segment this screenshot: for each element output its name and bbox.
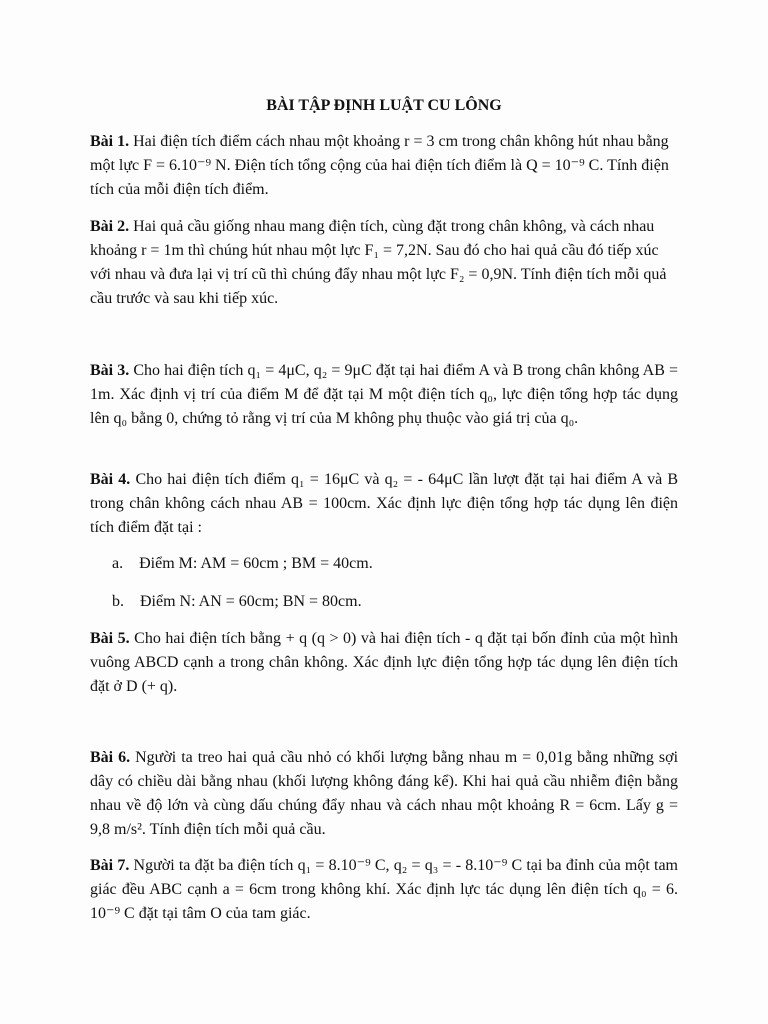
problem-2-label: Bài 2.: [90, 218, 130, 235]
problem-3-text: Cho hai điện tích q₁ = 4μC, q₂ = 9μC đặt tại hai điểm A và B trong chân không AB = 1m. Xác định vị trí của điểm M để đặt tại M một điện tích q₀, lực điện tổng hợp tác dụng lên q₀ bằng 0, chứng tỏ rằng vị trí của M không phụ thuộc vào giá trị của q₀.: [90, 362, 679, 427]
problem-1-label: Bài 1.: [90, 133, 130, 150]
item-b-label: b.: [112, 593, 124, 610]
problem-4-item-a: [112, 552, 672, 576]
problem-2: [90, 215, 678, 311]
problem-3: [90, 359, 678, 431]
problem-1: [90, 130, 678, 202]
problem-4-item-b: [112, 590, 672, 614]
problem-6-text: Người ta treo hai quả cầu nhỏ có khối lượng bằng nhau m = 0,01g bằng những sợi dây có chiều dài bằng nhau (khối lượng không đáng kể). Khi hai quả cầu nhiễm điện bằng nhau về độ lớn và cùng dấu chúng đẩy nhau và cách nhau một khoảng R = 6cm. Lấy g = 9,8 m/s². Tính điện tích mỗi quả cầu.: [90, 749, 679, 838]
item-a-label: a.: [112, 555, 124, 572]
problem-4-label: Bài 4.: [90, 471, 131, 488]
item-a-text: Điểm M: AM = 60cm ; BM = 40cm.: [139, 555, 373, 572]
problem-4: [90, 468, 678, 540]
item-b-text: Điểm N: AN = 60cm; BN = 80cm.: [140, 593, 362, 610]
problem-7-label: Bài 7.: [90, 857, 130, 874]
problem-4-text: Cho hai điện tích điểm q₁ = 16μC và q₂ = - 64μC lần lượt đặt tại hai điểm A và B trong chân không cách nhau AB = 100cm. Xác định lực điện tổng hợp tác dụng lên điện tích điểm đặt tại :: [90, 471, 679, 536]
problem-3-label: Bài 3.: [90, 362, 130, 379]
problem-6-label: Bài 6.: [90, 749, 131, 766]
page-title: BÀI TẬP ĐỊNH LUẬT CU LÔNG: [266, 97, 502, 114]
problem-1-text: Hai điện tích điểm cách nhau một khoảng r = 3 cm trong chân không hút nhau bằng một lực F = 6.10⁻⁹ N. Điện tích tổng cộng của hai điện tích điểm là Q = 10⁻⁹ C. Tính điện tích của mỗi điện tích điểm.: [90, 133, 669, 198]
problem-5-text: Cho hai điện tích bằng + q (q > 0) và hai điện tích - q đặt tại bốn đỉnh của một hình vuông ABCD cạnh a trong chân không. Xác định lực điện tổng hợp tác dụng lên điện tích đặt ở D (+ q).: [90, 630, 679, 695]
problem-5-label: Bài 5.: [90, 630, 130, 647]
problem-5: [90, 627, 678, 699]
problem-7-text: Người ta đặt ba điện tích q₁ = 8.10⁻⁹ C, q₂ = q₃ = - 8.10⁻⁹ C tại ba đỉnh của một tam giác đều ABC cạnh a = 6cm trong không khí. Xác định lực tác dụng lên điện tích q₀ = 6. 10⁻⁹ C đặt tại tâm O của tam giác.: [90, 857, 679, 922]
problem-6: [90, 746, 678, 842]
problem-7: [90, 854, 678, 926]
problem-2-text: Hai quả cầu giống nhau mang điện tích, cùng đặt trong chân không, và cách nhau khoảng r = 1m thì chúng hút nhau một lực F₁ = 7,2N. Sau đó cho hai quả cầu đó tiếp xúc với nhau và đưa lại vị trí cũ thì chúng đẩy nhau một lực F₂ = 0,9N. Tính điện tích mỗi quả cầu trước và sau khi tiếp xúc.: [90, 218, 667, 307]
